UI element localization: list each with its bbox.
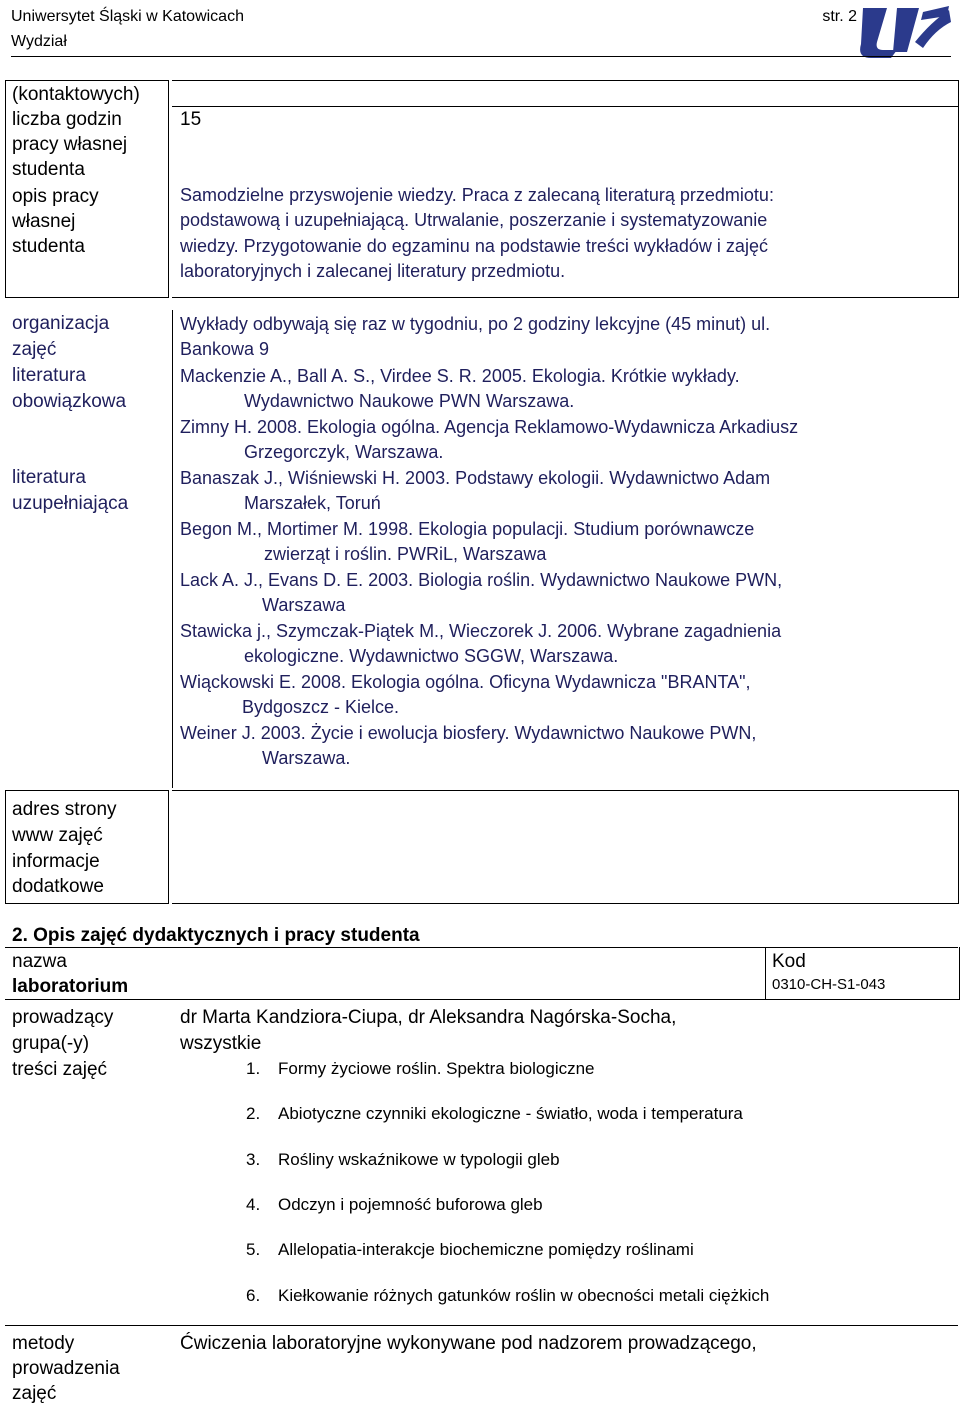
label-lit-supplementary-2: uzupełniająca xyxy=(12,493,129,514)
lit-required-entry-cont: Grzegorczyk, Warszawa. xyxy=(244,442,444,462)
methods-label-2: prowadzenia xyxy=(12,1358,120,1379)
lit-supplementary-entry: Begon M., Mortimer M. 1998. Ekologia populacji. Studium porównawcze xyxy=(180,519,755,539)
page-number: str. 2 xyxy=(822,8,857,25)
name-label: nazwa xyxy=(12,951,67,972)
label-own-work-1: opis pracy xyxy=(12,186,99,207)
label-hours-contact: (kontaktowych) xyxy=(12,84,140,105)
lit-supplementary-entry-cont: Warszawa. xyxy=(262,748,351,768)
content-item: 6. Kiełkowanie różnych gatunków roślin w obecności metali ciężkich xyxy=(246,1286,770,1305)
lit-required-entry: Mackenzie A., Ball A. S., Virdee S. R. 2005. Ekologia. Krótkie wykłady. xyxy=(180,366,740,386)
university-logo xyxy=(857,2,952,60)
table1-hours-row xyxy=(172,106,958,107)
label-own-work-2: własnej xyxy=(12,211,76,232)
methods-value: Ćwiczenia laboratoryjne wykonywane pod nadzorem prowadzącego, xyxy=(180,1333,757,1354)
label-hours-own-3: studenta xyxy=(12,159,85,180)
section2-heading: 2. Opis zajęć dydaktycznych i pracy studenta xyxy=(12,925,420,946)
label-own-work-3: studenta xyxy=(12,236,85,257)
organization-line: Bankowa 9 xyxy=(180,339,270,359)
label-lit-supplementary-1: literatura xyxy=(12,467,86,488)
lit-required-entry: Zimny H. 2008. Ekologia ogólna. Agencja Reklamowo-Wydawnicza Arkadiusz xyxy=(180,417,799,437)
lit-supplementary-entry-cont: ekologiczne. Wydawnictwo SGGW, Warszawa. xyxy=(244,646,619,666)
table1-value-col-bottom xyxy=(172,790,959,904)
lit-supplementary-entry: Banaszak J., Wiśniewski H. 2003. Podstawy ekologii. Wydawnictwo Adam xyxy=(180,468,771,488)
lit-supplementary-entry-cont: Marszałek, Toruń xyxy=(244,493,381,513)
instructor-label: prowadzący xyxy=(12,1007,114,1028)
label-organization-2: zajęć xyxy=(12,339,57,360)
content-item: 5. Allelopatia-interakcje biochemiczne pomiędzy roślinami xyxy=(246,1240,694,1259)
content-item: 3. Rośliny wskaźnikowe w typologii gleb xyxy=(246,1150,560,1169)
label-hours-own-1: liczba godzin xyxy=(12,109,122,130)
methods-label-1: metody xyxy=(12,1333,75,1354)
groups-value: wszystkie xyxy=(180,1033,262,1054)
label-info-1: informacje xyxy=(12,851,100,872)
lit-supplementary-entry: Stawicka j., Szymczak-Piątek M., Wieczorek J. 2006. Wybrane zagadnienia xyxy=(180,621,782,641)
content-item: 2. Abiotyczne czynniki ekologiczne - światło, woda i temperatura xyxy=(246,1104,743,1123)
label-www-1: adres strony xyxy=(12,799,117,820)
label-hours-own-2: pracy własnej xyxy=(12,134,128,155)
label-lit-required-2: obowiązkowa xyxy=(12,391,127,412)
code-value: 0310-CH-S1-043 xyxy=(772,976,886,993)
methods-label-3: zajęć xyxy=(12,1383,57,1404)
label-lit-required-1: literatura xyxy=(12,365,86,386)
organization-line: Wykłady odbywają się raz w tygodniu, po 2 godziny lekcyjne (45 minut) ul. xyxy=(180,314,771,334)
label-info-2: dodatkowe xyxy=(12,876,104,897)
content-label: treści zajęć xyxy=(12,1059,108,1080)
own-work-line: wiedzy. Przygotowanie do egzaminu na podstawie treści wykładów i zajęć xyxy=(180,236,768,256)
own-work-line: laboratoryjnych i zalecanej literatury przedmiotu. xyxy=(180,261,566,281)
section2-name-rule xyxy=(5,999,958,1000)
section2-methods-rule xyxy=(5,1325,958,1326)
lit-supplementary-entry: Wiąckowski E. 2008. Ekologia ogólna. Oficyna Wydawnicza "BRANTA", xyxy=(180,672,751,692)
lit-supplementary-entry-cont: zwierząt i roślin. PWRiL, Warszawa xyxy=(264,544,547,564)
groups-label: grupa(-y) xyxy=(12,1033,90,1054)
content-item: 1. Formy życiowe roślin. Spektra biologiczne xyxy=(246,1059,595,1078)
label-www-2: www zajęć xyxy=(12,825,103,846)
own-work-line: Samodzielne przyswojenie wiedzy. Praca z zalecaną literaturą przedmiotu: xyxy=(180,185,774,205)
header-rule xyxy=(11,56,951,57)
lit-required-entry-cont: Wydawnictwo Naukowe PWN Warszawa. xyxy=(244,391,575,411)
code-label: Kod xyxy=(772,951,806,972)
lit-supplementary-entry-cont: Bydgoszcz - Kielce. xyxy=(242,697,400,717)
lit-supplementary-entry: Lack A. J., Evans D. E. 2003. Biologia roślin. Wydawnictwo Naukowe PWN, xyxy=(180,570,783,590)
page-header xyxy=(11,4,871,54)
own-work-line: podstawową i uzupełniającą. Utrwalanie, poszerzanie i systematyzowanie xyxy=(180,210,768,230)
name-value: laboratorium xyxy=(12,976,129,997)
instructor-value: dr Marta Kandziora-Ciupa, dr Aleksandra Nagórska-Socha, xyxy=(180,1007,677,1028)
hours-value: 15 xyxy=(180,109,202,130)
faculty-name: Wydział xyxy=(11,33,67,50)
label-organization-1: organizacja xyxy=(12,313,110,334)
lit-supplementary-entry-cont: Warszawa xyxy=(262,595,346,615)
content-item: 4. Odczyn i pojemność buforowa gleb xyxy=(246,1195,543,1214)
lit-supplementary-entry: Weiner J. 2003. Życie i ewolucja biosfery. Wydawnictwo Naukowe PWN, xyxy=(180,723,757,743)
university-name: Uniwersytet Śląski w Katowicach xyxy=(11,8,244,25)
